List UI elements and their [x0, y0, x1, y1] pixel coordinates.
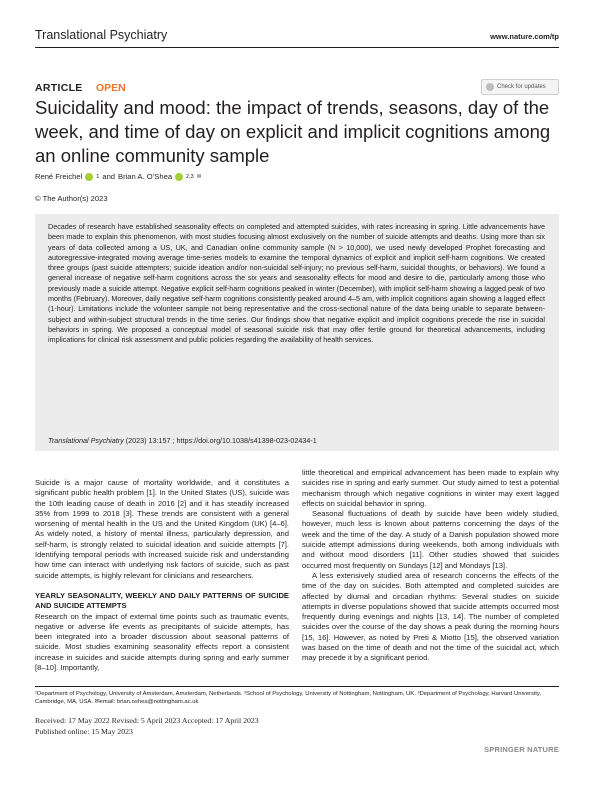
email-icon[interactable]: ✉	[196, 173, 202, 180]
check-updates-icon	[486, 83, 494, 91]
author-1-name[interactable]: René Freichel	[35, 172, 83, 181]
author-conjunction: and	[102, 172, 116, 181]
intro-paragraph: Suicide is a major cause of mortality worldwide, and it constitutes a significant public health problem [1]. In the United States (US), suicide was the 10th leading cause of death in 2016 [2] and it has steadily increased 35% from 1999 to 2018 [3]. These trends are consistent with a general worsening of mental health in the US and the United Kingdom (UK) [4–6]. As widely noted, a history of mental illness, particularly depression, and self-harm, is strongly related to suicidal ideation and suicide attempts [7]. Identifying temporal periods with increased suicide risk and understanding how time can interact with underlying risk factors of suicide, such as past suicide attempts, is highly relevant for clinicians and researchers.	[35, 478, 289, 580]
article-type-label: ARTICLE	[35, 82, 83, 94]
orcid-icon[interactable]	[85, 173, 93, 181]
author-line	[35, 172, 201, 181]
right-column	[302, 468, 559, 664]
affiliations: ¹Department of Psychology, University of Amsterdam, Amsterdam, Netherlands. ²School of Psychology, University of Nottingham, Nottingham, UK. ³Department of Psychology, Harvard University, Cambridge, MA, USA. ✉email: brian.oshea@nottingham.ac.uk	[35, 691, 542, 705]
journal-name: Translational Psychiatry	[35, 28, 168, 42]
footer-rule	[35, 686, 559, 687]
abstract-text: Decades of research have established seasonality effects on completed and attempted suicides, with rates increasing in spring. Little advancements have been made to explain this phenomenon, with most studies focusing almost exclusively on the number of suicide attempts and deaths. Using more than six years of data collected among a US, UK, and Canadian online community sample (N > 10,000), we used newly developed Prophet forecasting and autoregressive-integrated moving average time-series models to examine the temporal dynamics of explicit and implicit self-harm cognitions. We created three groups (past suicide attempters; suicide ideation and/or non-suicidal self-injury; no previous self-harm, suicidal thoughts, or behaviors). We found a general increase of negative self-harm cognitions across the six years and seasonality effects for mood and desire to die, particularly among those who previously made a suicide attempt. Negative explicit self-harm cognitions peaked in winter (December), with implicit self-harm showing a lagged peak of two months (February). Moreover, daily negative self-harm cognitions consistently peaked around 4–5 am, with implicit cognitions again showing a lagged effect (1-hour). Limitations include the volunteer sample not being representative and the cross-sectional nature of the data being unable to separate between-subject and within-subject structural trends in the time series. Our findings show that negative explicit and implicit cognitions precede the rise in suicidal behaviors in spring. We proposed a conceptual model of seasonal suicide risk that may offer fertile ground for theoretical advancements, including implications for clinical risk assessment and public policies regarding the availability of health services.	[48, 222, 545, 345]
citation-journal: Translational Psychiatry	[48, 436, 124, 445]
body-paragraph: Seasonal fluctuations of death by suicide have been widely studied, however, much less is known about patterns concerning the days of the week and the time of the day. A study of a Danish population showed more suicide attempt admissions during weekends, both among individuals with and without mood disorders [11]. Other studies showed that suicides occurred most frequently on Sundays [12] and Mondays [13].	[302, 509, 559, 570]
copyright-notice: © The Author(s) 2023	[35, 194, 108, 203]
publisher-logo: SPRINGER NATURE	[484, 745, 559, 754]
journal-url[interactable]: www.nature.com/tp	[490, 32, 559, 41]
open-access-label: OPEN	[96, 82, 126, 94]
article-title: Suicidality and mood: the impact of trends, seasons, day of the week, and time of day on explicit and implicit cognitions among an online community sample	[35, 97, 551, 166]
header-rule	[35, 47, 559, 48]
citation-doi[interactable]: (2023) 13:157 ; https://doi.org/10.1038/s41398-023-02434-1	[123, 436, 317, 445]
publication-dates	[35, 716, 435, 737]
check-for-updates-button[interactable]	[481, 79, 559, 95]
check-updates-label: Check for updates	[497, 84, 546, 90]
citation-line	[48, 436, 317, 445]
author-2-affiliation: 2,3	[186, 173, 194, 180]
body-paragraph: little theoretical and empirical advancement has been made to explain why suicides rise in spring and early summer. Our study aimed to test a potential mechanism through which negative cognitions in winter may exert lagged effects on suicidal behavior in spring.	[302, 468, 559, 508]
orcid-icon[interactable]	[175, 173, 183, 181]
body-paragraph: A less extensively studied area of research concerns the effects of the time of the day on suicides. Both attempted and completed suicides are affected by diurnal and circadian rhythms: Several studies on suicide attempts in diverse populations showed that suicide attempts occurred most frequently during evenings and nights [13, 14]. The number of completed suicides over the course of the day shows a peak during the morning hours [15, 16]. However, as noted by Preti & Miotto [15], the observed variation was based on the time of death and not the time of the suicidal act, which may precede it by a significant period.	[302, 570, 559, 663]
published-date: Published online: 15 May 2023	[35, 726, 133, 736]
received-dates: Received: 17 May 2022 Revised: 5 April 2023 Accepted: 17 April 2023	[35, 716, 259, 725]
section-paragraph: Research on the impact of external time points such as traumatic events, negative or adverse life events as precipitants of suicide attempts, has been integrated into a broader discussion about seasonal patterns of suicide. Most studies examining seasonality effects report a consistent increase in suicides and suicide attempts during spring and early summer [8–10]. Importantly,	[35, 611, 289, 673]
author-2-name[interactable]: Brian A. O’Shea	[118, 172, 173, 181]
author-1-affiliation: 1	[96, 173, 100, 180]
left-column	[35, 478, 289, 673]
section-heading: YEARLY SEASONALITY, WEEKLY AND DAILY PATTERNS OF SUICIDE AND SUICIDE ATTEMPTS	[35, 590, 289, 611]
